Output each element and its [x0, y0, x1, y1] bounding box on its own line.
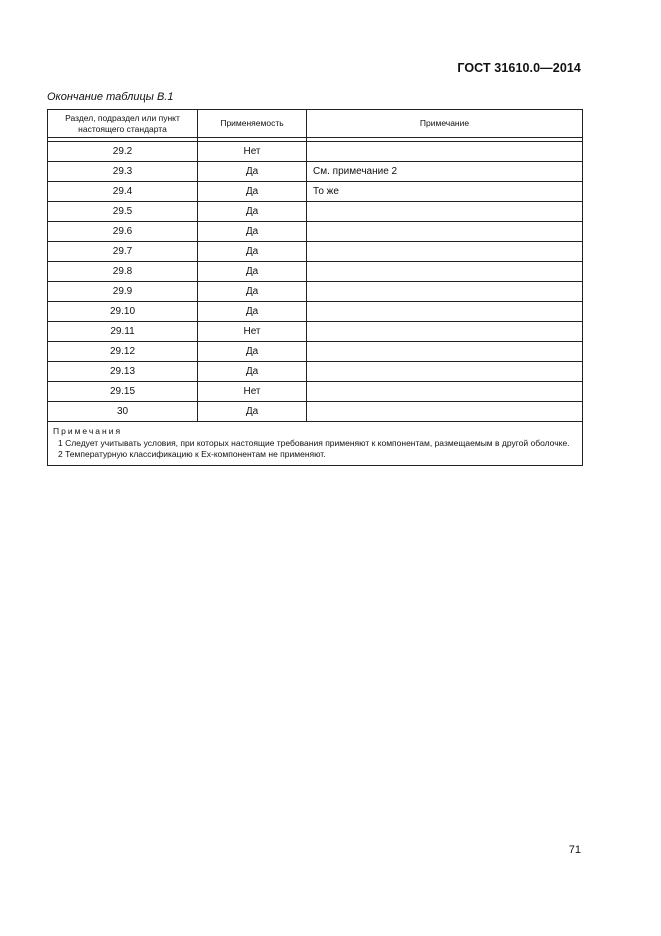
cell-applicability: Да — [198, 202, 307, 222]
cell-note — [307, 362, 583, 382]
table-row — [48, 402, 583, 422]
cell-note: См. примечание 2 — [307, 162, 583, 182]
table-row — [48, 162, 583, 182]
applicability-table — [47, 109, 583, 466]
cell-applicability: Да — [198, 282, 307, 302]
cell-section: 29.7 — [48, 242, 198, 262]
cell-section: 29.6 — [48, 222, 198, 242]
table-row — [48, 382, 583, 402]
document-id: ГОСТ 31610.0—2014 — [457, 61, 581, 75]
cell-section: 29.9 — [48, 282, 198, 302]
table-row — [48, 282, 583, 302]
table-row — [48, 262, 583, 282]
cell-note — [307, 342, 583, 362]
cell-applicability: Да — [198, 262, 307, 282]
cell-section: 29.8 — [48, 262, 198, 282]
table-row — [48, 202, 583, 222]
cell-applicability: Да — [198, 162, 307, 182]
note-item-1: 1 Следует учитывать условия, при которых настоящие требования применяют к компонентам, размещаемым в другой оболочке. — [58, 437, 570, 448]
cell-note — [307, 302, 583, 322]
cell-applicability: Да — [198, 402, 307, 422]
column-header-section: Раздел, подраздел или пункт настоящего стандарта — [48, 110, 198, 138]
cell-section: 29.2 — [48, 142, 198, 162]
table-header-row — [48, 110, 583, 138]
cell-section: 29.4 — [48, 182, 198, 202]
table-row — [48, 182, 583, 202]
cell-note — [307, 402, 583, 422]
cell-note — [307, 322, 583, 342]
column-header-applicability: Применяемость — [198, 110, 307, 138]
cell-applicability: Да — [198, 242, 307, 262]
cell-section: 29.3 — [48, 162, 198, 182]
cell-applicability: Нет — [198, 142, 307, 162]
cell-applicability: Нет — [198, 322, 307, 342]
cell-section: 29.13 — [48, 362, 198, 382]
table-body — [48, 142, 583, 422]
cell-note: То же — [307, 182, 583, 202]
cell-applicability: Да — [198, 302, 307, 322]
table-row — [48, 242, 583, 262]
cell-note — [307, 202, 583, 222]
applicability-table-container — [47, 109, 582, 466]
cell-note — [307, 262, 583, 282]
table-row — [48, 222, 583, 242]
cell-section: 29.11 — [48, 322, 198, 342]
cell-applicability: Да — [198, 182, 307, 202]
notes-title: Примечания — [53, 426, 123, 436]
notes-row — [48, 422, 583, 466]
table-row — [48, 142, 583, 162]
table-row — [48, 322, 583, 342]
cell-note — [307, 142, 583, 162]
page-number: 71 — [568, 844, 581, 856]
cell-applicability: Да — [198, 222, 307, 242]
cell-applicability: Да — [198, 342, 307, 362]
notes-cell — [48, 422, 583, 466]
cell-applicability: Нет — [198, 382, 307, 402]
cell-section: 30 — [48, 402, 198, 422]
column-header-note: Примечание — [307, 110, 583, 138]
table-row — [48, 342, 583, 362]
cell-note — [307, 242, 583, 262]
cell-section: 29.15 — [48, 382, 198, 402]
table-caption: Окончание таблицы В.1 — [47, 91, 174, 103]
cell-section: 29.10 — [48, 302, 198, 322]
table-row — [48, 362, 583, 382]
cell-section: 29.12 — [48, 342, 198, 362]
cell-note — [307, 382, 583, 402]
note-item-2: 2 Температурную классификацию к Ex-компонентам не применяют. — [58, 449, 326, 459]
cell-applicability: Да — [198, 362, 307, 382]
cell-section: 29.5 — [48, 202, 198, 222]
cell-note — [307, 222, 583, 242]
table-row — [48, 302, 583, 322]
cell-note — [307, 282, 583, 302]
